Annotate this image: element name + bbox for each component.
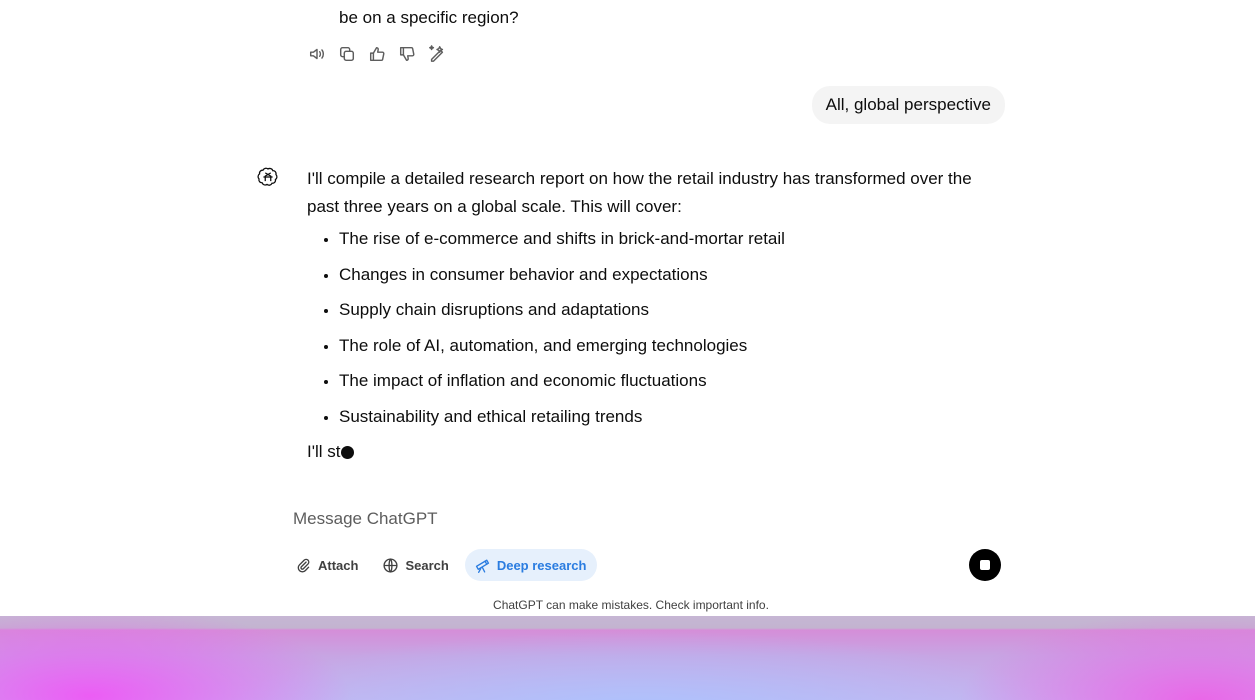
deep-research-label: Deep research [496,557,587,573]
message-actions [306,43,448,65]
disclaimer: ChatGPT can make mistakes. Check important info. [493,598,769,612]
edit-in-canvas-button[interactable] [426,43,448,65]
list-item: • The rise of e-commerce and shifts in brick-and-mortar retail [339,228,997,250]
user-message: All, global perspective [812,86,1005,124]
attach-label: Attach [318,557,359,573]
composer [277,494,1019,594]
list-item: • Sustainability and ethical retailing trends [339,406,997,428]
streaming-text: I'll st [307,442,341,461]
desktop-wallpaper [0,616,1255,700]
thumbs-up-button[interactable] [366,43,388,65]
thumbs-up-icon [368,45,386,63]
copy-icon [338,45,356,63]
thumbs-down-button[interactable] [396,43,418,65]
assistant-bullet-list [307,228,997,428]
stop-generating-button[interactable] [969,549,1001,581]
telescope-icon [474,557,491,574]
stop-icon [980,560,990,570]
assistant-intro: I'll compile a detailed research report on how the retail industry has transformed over the past three years on a global scale. This will cover: [307,169,972,216]
globe-icon [382,557,399,574]
previous-message-tail: be on a specific region? [339,8,519,27]
copy-button[interactable] [336,43,358,65]
search-label: Search [405,557,449,573]
list-item: • The impact of inflation and economic fluctuations [339,370,997,392]
message-input[interactable] [293,508,893,530]
streaming-cursor [341,446,354,459]
thumbs-down-icon [398,45,416,63]
deep-research-button[interactable] [465,549,598,581]
assistant-message [307,165,997,463]
attach-button[interactable] [287,549,366,581]
list-item: • The role of AI, automation, and emerging technologies [339,335,997,357]
paperclip-icon [295,557,312,574]
search-button[interactable] [374,549,456,581]
edit-in-canvas-icon [428,45,446,63]
chatgpt-logo-icon [257,166,279,188]
composer-tools [287,549,597,581]
read-aloud-icon [308,45,326,63]
list-item: • Changes in consumer behavior and expectations [339,264,997,286]
read-aloud-button[interactable] [306,43,328,65]
list-item: • Supply chain disruptions and adaptations [339,299,997,321]
streaming-line [307,441,997,463]
